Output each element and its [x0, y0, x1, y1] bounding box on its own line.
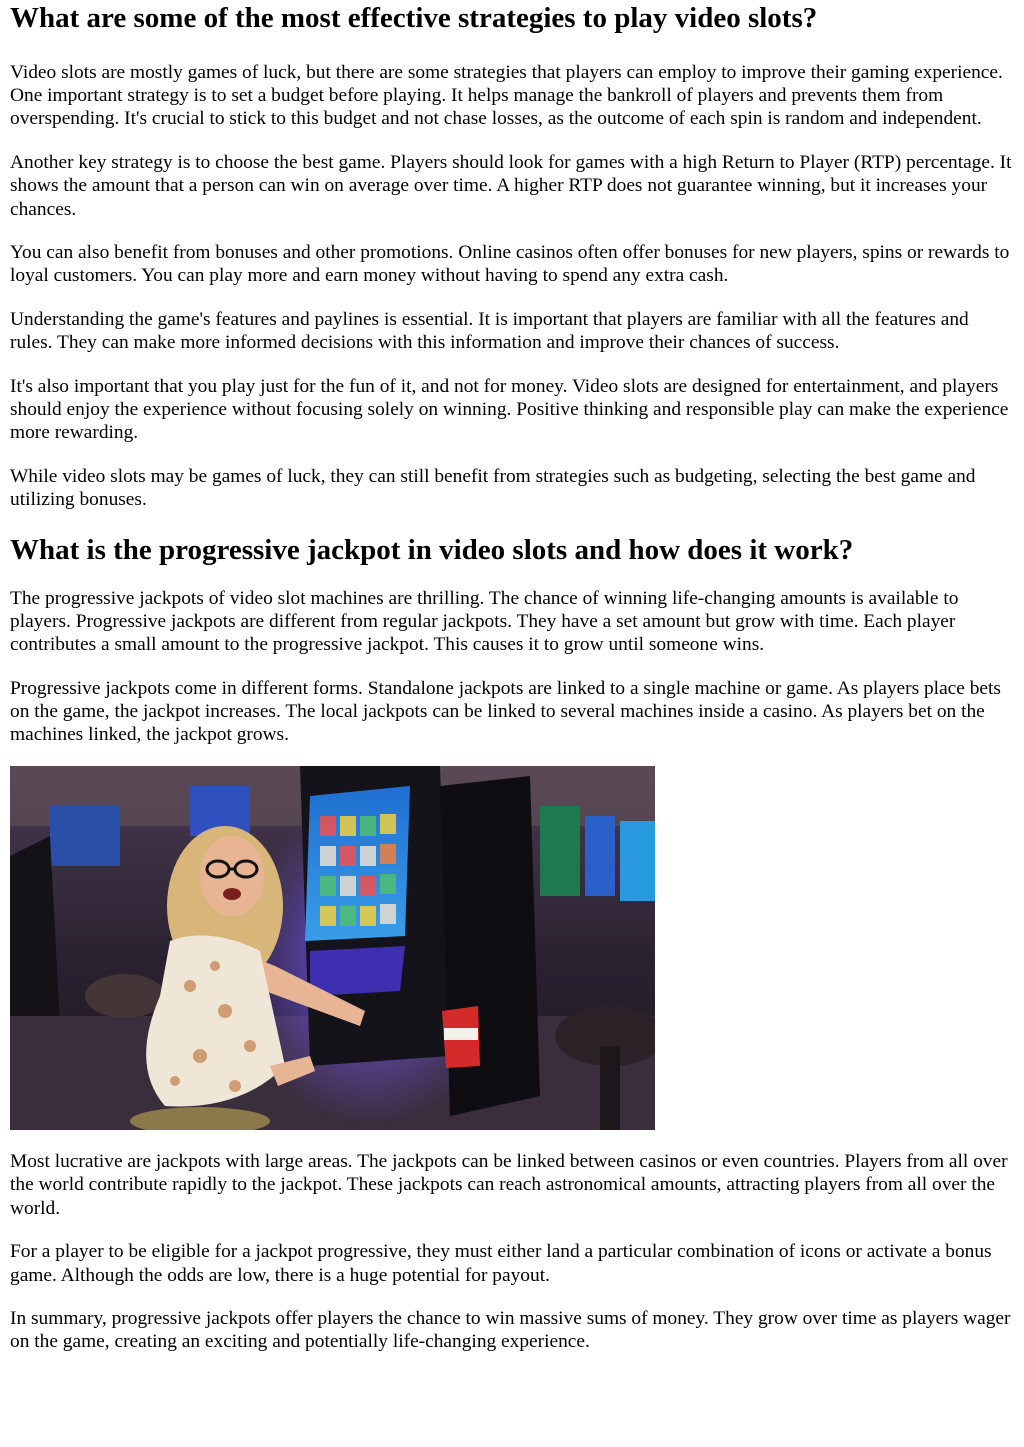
- paragraph: For a player to be eligible for a jackpot progressive, they must either land a particular combination of icons or activate a bonus game. Although the odds are low, there is a huge potential for payout.: [10, 1241, 992, 1286]
- section-progressive-jackpot: [10, 533, 1014, 747]
- distant-machine-right-2: [585, 816, 615, 896]
- casino-photo-illustration: [10, 766, 655, 1130]
- article: [0, 1, 1024, 1354]
- paragraph: In summary, progressive jackpots offer players the chance to win massive sums of money. They grow over time as players wager on the game, creating an exciting and potentially life-changing experience.: [10, 1308, 1011, 1353]
- distant-machine-left: [50, 806, 120, 866]
- distant-machine-right-3: [620, 821, 655, 901]
- heading-strategies: What are some of the most effective strategies to play video slots?: [10, 2, 818, 34]
- paragraph: Most lucrative are jackpots with large areas. The jackpots can be linked between casinos or even countries. Players from all over the world contribute rapidly to the jackpot. These jackpots can reach astronomical amounts, attracting players from all over the world.: [10, 1151, 1008, 1219]
- paragraph: Video slots are mostly games of luck, but there are some strategies that players can employ to improve their gaming experience. One important strategy is to set a budget before playing. It helps manage the bankroll of players and prevents them from overspending. It's crucial to stick to this budget and not chase losses, as the outcome of each spin is random and independent.: [10, 62, 1003, 130]
- woman-mouth: [223, 888, 241, 900]
- distant-machine-right-1: [540, 806, 580, 896]
- section-strategies: [10, 1, 1014, 512]
- casino-photo: [10, 766, 655, 1130]
- paragraph: Another key strategy is to choose the best game. Players should look for games with a high Return to Player (RTP) percentage. It shows the amount that a person can win on average over time. A higher RTP does not guarantee winning, but it increases your chances.: [10, 152, 1012, 220]
- paragraph: While video slots may be games of luck, they can still benefit from strategies such as budgeting, selecting the best game and utilizing bonuses.: [10, 466, 976, 511]
- paragraph: It's also important that you play just for the fun of it, and not for money. Video slots are designed for entertainment, and players should enjoy the experience without focusing solely on winning. Positive thinking and responsible play can make the experience more rewarding.: [10, 376, 1009, 444]
- slot-control-panel: [310, 946, 405, 996]
- paragraph: Understanding the game's features and paylines is essential. It is important that players are familiar with all the features and rules. They can make more informed decisions with this information and improve their chances of success.: [10, 309, 969, 354]
- paragraph: Progressive jackpots come in different forms. Standalone jackpots are linked to a single machine or game. As players place bets on the game, the jackpot increases. The local jackpots can be linked to several machines inside a casino. As players bet on the machines linked, the jackpot grows.: [10, 677, 1001, 746]
- cola-cup-label: [444, 1028, 478, 1040]
- paragraph: The progressive jackpots of video slot machines are thrilling. The chance of winning life-changing amounts is available to players. Progressive jackpots are different from regular jackpots. They have a set amount but grow with time. Each player contributes a small amount to the progressive jackpot. This causes it to grow until someone wins.: [10, 587, 959, 655]
- heading-progressive-jackpot: What is the progressive jackpot in video slots and how does it work?: [10, 533, 854, 566]
- paragraph: You can also benefit from bonuses and other promotions. Online casinos often offer bonuses for new players, spins or rewards to loyal customers. You can play more and earn money without having to spend any extra cash.: [10, 242, 1010, 287]
- chair-right-base: [600, 1046, 620, 1130]
- section-jackpot-types: [10, 1150, 1014, 1353]
- chair-left: [85, 974, 165, 1018]
